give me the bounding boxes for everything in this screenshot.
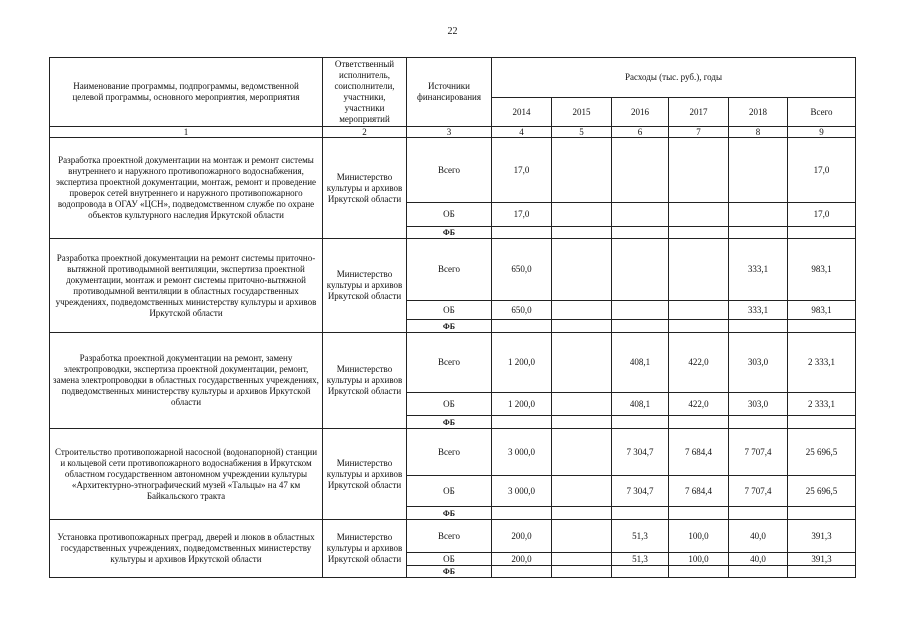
activity-name: Установка противопожарных преград, дверей и люков в областных государственных учреждениях, подведомственных министерству культуры и архивов Иркутской области xyxy=(50,520,323,578)
table-row xyxy=(50,429,856,476)
expense-value xyxy=(492,320,552,333)
expense-value xyxy=(729,227,788,239)
expense-value: 7 707,4 xyxy=(729,476,788,507)
funding-source: Всего xyxy=(407,239,492,301)
responsible-executor: Министерство культуры и архивов Иркутской области xyxy=(323,429,407,520)
activity-name: Разработка проектной документации на монтаж и ремонт системы внутреннего и наружного противопожарного водоснабжения, экспертиза проектной документации, монтаж, ремонт и проведение проверок сетей внутреннего и наружного противопожарного водопровода в ОГАУ «ЦСН», подведомственном службе по охране объектов культурного наследия Иркутской области xyxy=(50,138,323,239)
expense-value xyxy=(669,138,729,203)
expense-value xyxy=(729,203,788,227)
expense-value: 1 200,0 xyxy=(492,393,552,416)
expense-value xyxy=(729,138,788,203)
expense-value: 3 000,0 xyxy=(492,429,552,476)
col-number: 1 xyxy=(50,127,323,138)
activity-name: Строительство противопожарной насосной (водонапорной) станции и кольцевой сети противопожарного водоснабжения в Иркутском областном государственном автономном учреждении культуры «Архитектурно-этнографический музей «Тальцы» на 47 км Байкальского тракта xyxy=(50,429,323,520)
expense-value xyxy=(612,320,669,333)
funding-source: ФБ xyxy=(407,227,492,239)
expense-value xyxy=(492,507,552,520)
expense-total: 17,0 xyxy=(788,203,856,227)
expense-value: 1 200,0 xyxy=(492,333,552,393)
expense-total: 391,3 xyxy=(788,553,856,566)
expense-value xyxy=(492,416,552,429)
expense-value: 333,1 xyxy=(729,239,788,301)
expense-value: 100,0 xyxy=(669,553,729,566)
expense-value: 40,0 xyxy=(729,553,788,566)
expense-value: 408,1 xyxy=(612,333,669,393)
col-number: 4 xyxy=(492,127,552,138)
header-year: 2017 xyxy=(669,98,729,127)
expense-value xyxy=(552,566,612,578)
expense-value xyxy=(729,566,788,578)
expense-total: 983,1 xyxy=(788,301,856,320)
expense-value xyxy=(729,416,788,429)
header-year: 2014 xyxy=(492,98,552,127)
funding-source: Всего xyxy=(407,520,492,553)
expense-value: 303,0 xyxy=(729,333,788,393)
expense-value: 333,1 xyxy=(729,301,788,320)
activity-name: Разработка проектной документации на ремонт, замену электропроводки, экспертиза проектной документации, ремонт, замена электропроводки в областных государственных учреждениях, подведомственных министерству культуры и архивов Иркутской области xyxy=(50,333,323,429)
expense-total: 2 333,1 xyxy=(788,393,856,416)
expense-total: 25 696,5 xyxy=(788,429,856,476)
col-number: 5 xyxy=(552,127,612,138)
col-number: 7 xyxy=(669,127,729,138)
expense-value: 200,0 xyxy=(492,520,552,553)
header-executor: Ответственный исполнитель, соисполнители, участники, участники мероприятий xyxy=(323,58,407,127)
expense-value xyxy=(612,416,669,429)
activity-name: Разработка проектной документации на ремонт системы приточно-вытяжной противодымной вентиляции, экспертиза проектной документации, монтаж и ремонт системы приточно-вытяжной противодымной вентиляции в областных государственных учреждениях, подведомственных министерству культуры и архивов Иркутской области xyxy=(50,239,323,333)
expense-value xyxy=(612,239,669,301)
expense-value: 7 707,4 xyxy=(729,429,788,476)
expense-value xyxy=(552,476,612,507)
expense-total: 2 333,1 xyxy=(788,333,856,393)
expense-value xyxy=(669,239,729,301)
funding-source: ОБ xyxy=(407,553,492,566)
expense-value xyxy=(669,416,729,429)
expense-value: 408,1 xyxy=(612,393,669,416)
expense-value: 650,0 xyxy=(492,239,552,301)
col-number: 9 xyxy=(788,127,856,138)
col-number: 2 xyxy=(323,127,407,138)
funding-source: ФБ xyxy=(407,416,492,429)
funding-source: ФБ xyxy=(407,566,492,578)
expense-value xyxy=(729,507,788,520)
expense-total xyxy=(788,320,856,333)
expense-value xyxy=(729,320,788,333)
expense-total xyxy=(788,566,856,578)
responsible-executor: Министерство культуры и архивов Иркутской области xyxy=(323,138,407,239)
funding-source: Всего xyxy=(407,333,492,393)
expense-value: 17,0 xyxy=(492,203,552,227)
expense-value xyxy=(552,239,612,301)
expense-value: 422,0 xyxy=(669,393,729,416)
expense-value xyxy=(612,138,669,203)
expense-value xyxy=(669,507,729,520)
page-number: 22 xyxy=(447,26,458,37)
expense-value: 7 304,7 xyxy=(612,476,669,507)
col-number: 3 xyxy=(407,127,492,138)
table-row xyxy=(50,239,856,301)
funding-source: ФБ xyxy=(407,320,492,333)
expense-total xyxy=(788,227,856,239)
responsible-executor: Министерство культуры и архивов Иркутской области xyxy=(323,520,407,578)
expense-value: 422,0 xyxy=(669,333,729,393)
expense-value: 100,0 xyxy=(669,520,729,553)
header-year: 2016 xyxy=(612,98,669,127)
expense-value: 200,0 xyxy=(492,553,552,566)
expense-total: 983,1 xyxy=(788,239,856,301)
expense-value: 40,0 xyxy=(729,520,788,553)
table-row xyxy=(50,520,856,553)
expense-value xyxy=(492,566,552,578)
funding-source: ОБ xyxy=(407,203,492,227)
funding-source: ОБ xyxy=(407,301,492,320)
expense-total: 17,0 xyxy=(788,138,856,203)
funding-source: Всего xyxy=(407,138,492,203)
expense-total xyxy=(788,507,856,520)
header-source: Источники финансирования xyxy=(407,58,492,127)
expense-total xyxy=(788,416,856,429)
table-row xyxy=(50,138,856,203)
expense-value xyxy=(552,507,612,520)
expense-value xyxy=(552,429,612,476)
expense-total: 25 696,5 xyxy=(788,476,856,507)
expense-value xyxy=(612,301,669,320)
responsible-executor: Министерство культуры и архивов Иркутской области xyxy=(323,239,407,333)
expense-value xyxy=(552,416,612,429)
expense-value xyxy=(669,227,729,239)
expense-value xyxy=(552,333,612,393)
expense-value xyxy=(669,203,729,227)
expense-value: 7 304,7 xyxy=(612,429,669,476)
expense-value xyxy=(612,203,669,227)
table-row xyxy=(50,333,856,393)
expense-value: 303,0 xyxy=(729,393,788,416)
expense-value xyxy=(552,520,612,553)
expense-value: 7 684,4 xyxy=(669,476,729,507)
expense-value: 51,3 xyxy=(612,520,669,553)
responsible-executor: Министерство культуры и архивов Иркутской области xyxy=(323,333,407,429)
col-number: 8 xyxy=(729,127,788,138)
expense-value: 3 000,0 xyxy=(492,476,552,507)
expense-value xyxy=(612,566,669,578)
expense-value xyxy=(552,553,612,566)
header-year: 2015 xyxy=(552,98,612,127)
funding-source: ОБ xyxy=(407,393,492,416)
col-number: 6 xyxy=(612,127,669,138)
expense-value: 650,0 xyxy=(492,301,552,320)
header-year-total: Всего xyxy=(788,98,856,127)
expense-value xyxy=(552,203,612,227)
header-name: Наименование программы, подпрограммы, ведомственной целевой программы, основного мероприятия, мероприятия xyxy=(50,58,323,127)
expense-value xyxy=(669,566,729,578)
expense-value xyxy=(492,227,552,239)
budget-table xyxy=(49,57,856,578)
expense-value xyxy=(552,393,612,416)
expense-value xyxy=(552,227,612,239)
expense-value xyxy=(552,320,612,333)
funding-source: ОБ xyxy=(407,476,492,507)
expense-value: 51,3 xyxy=(612,553,669,566)
expense-value xyxy=(669,301,729,320)
header-year: 2018 xyxy=(729,98,788,127)
funding-source: Всего xyxy=(407,429,492,476)
expense-value xyxy=(612,507,669,520)
header-expenses: Расходы (тыс. руб.), годы xyxy=(492,58,856,98)
expense-total: 391,3 xyxy=(788,520,856,553)
expense-value: 17,0 xyxy=(492,138,552,203)
funding-source: ФБ xyxy=(407,507,492,520)
expense-value xyxy=(552,138,612,203)
expense-value xyxy=(612,227,669,239)
expense-value xyxy=(552,301,612,320)
expense-value: 7 684,4 xyxy=(669,429,729,476)
expense-value xyxy=(669,320,729,333)
